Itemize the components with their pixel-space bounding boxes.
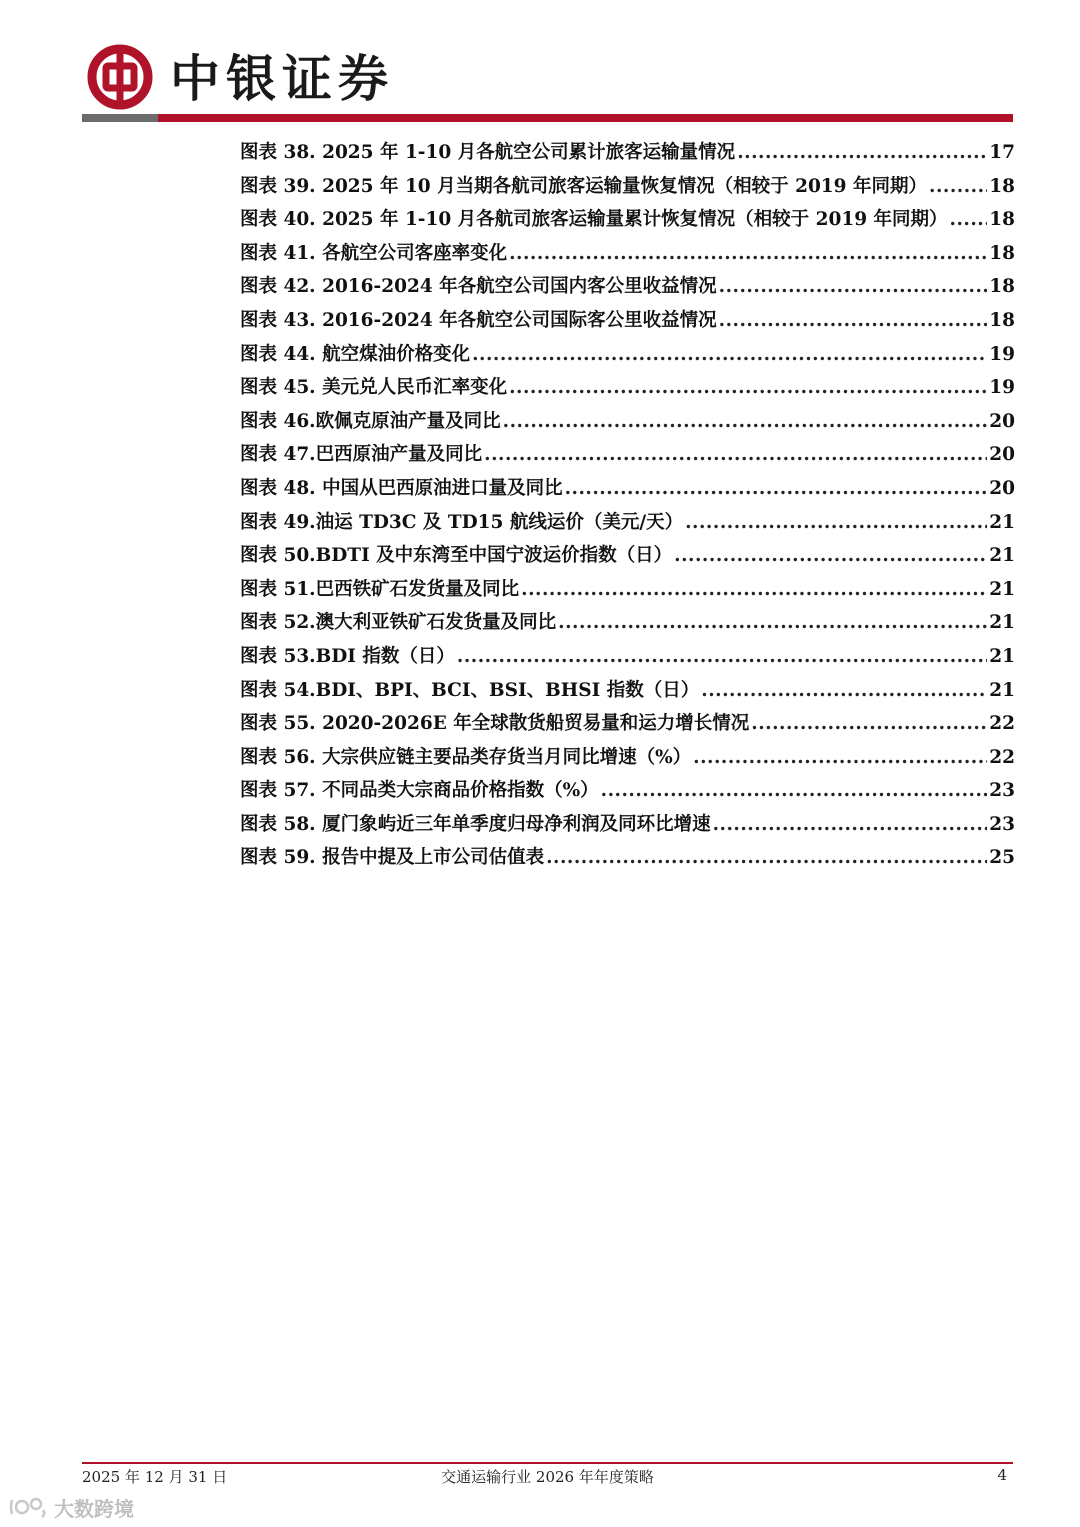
- toc-entry-page: 18: [989, 242, 1015, 264]
- page-header: [82, 40, 1012, 125]
- toc-entry-title: 图表 51.巴西铁矿石发货量及同比: [240, 578, 520, 600]
- toc-entry-page: 21: [989, 511, 1015, 533]
- toc-leader-dots: [737, 142, 987, 163]
- toc-leader-dots: [546, 847, 987, 868]
- toc-leader-dots: [751, 713, 987, 734]
- toc-entry[interactable]: [240, 575, 1015, 609]
- toc-leader-dots: [521, 579, 987, 600]
- watermark-logo-icon: [8, 1494, 50, 1520]
- toc-leader-dots: [950, 209, 988, 230]
- toc-entry-page: 21: [989, 679, 1015, 701]
- toc-entry-page: 18: [989, 175, 1015, 197]
- toc-entry[interactable]: [240, 843, 1015, 877]
- toc-entry-title: 图表 41. 各航空公司客座率变化: [240, 242, 508, 264]
- toc-entry-title: 图表 40. 2025 年 1-10 月各航司旅客运输量累计恢复情况（相较于 2019 年同期）: [240, 209, 948, 231]
- toc-entry-title: 图表 42. 2016-2024 年各航空公司国内客公里收益情况: [240, 276, 717, 298]
- toc-entry-page: 18: [989, 276, 1015, 298]
- toc-entry[interactable]: [240, 508, 1015, 542]
- toc-entry[interactable]: [240, 373, 1015, 407]
- toc-entry-title: 图表 59. 报告中提及上市公司估值表: [240, 847, 545, 869]
- toc-leader-dots: [503, 411, 988, 432]
- toc-leader-dots: [693, 747, 987, 768]
- toc-entry-title: 图表 53.BDI 指数（日）: [240, 645, 455, 667]
- toc-entry-title: 图表 44. 航空煤油价格变化: [240, 343, 471, 365]
- toc-entry[interactable]: [240, 340, 1015, 374]
- page-footer: [82, 1466, 1013, 1490]
- toc-leader-dots: [719, 276, 988, 297]
- toc-entry-page: 22: [989, 746, 1015, 768]
- toc-leader-dots: [509, 243, 987, 264]
- toc-leader-dots: [457, 646, 987, 667]
- toc-entry[interactable]: [240, 138, 1015, 172]
- toc-entry-title: 图表 38. 2025 年 1-10 月各航空公司累计旅客运输量情况: [240, 142, 736, 163]
- toc-entry[interactable]: [240, 608, 1015, 642]
- toc-entry[interactable]: [240, 272, 1015, 306]
- toc-leader-dots: [558, 612, 987, 633]
- toc-entry-page: 21: [989, 578, 1015, 600]
- toc-entry[interactable]: [240, 440, 1015, 474]
- toc-entry-title: 图表 46.欧佩克原油产量及同比: [240, 410, 501, 432]
- toc-entry-title: 图表 48. 中国从巴西原油进口量及同比: [240, 477, 563, 499]
- toc-entry-page: 22: [989, 713, 1015, 735]
- toc-entry[interactable]: [240, 676, 1015, 710]
- brand-name: 中银证券: [170, 49, 394, 108]
- toc-leader-dots: [713, 814, 988, 835]
- toc-entry-title: 图表 58. 厦门象屿近三年单季度归母净利润及同环比增速: [240, 813, 711, 835]
- toc-entry[interactable]: [240, 642, 1015, 676]
- header-rule-red: [158, 114, 1013, 122]
- toc-leader-dots: [929, 176, 987, 197]
- toc-entry-title: 图表 39. 2025 年 10 月当期各航司旅客运输量恢复情况（相较于 2019 年同期）: [240, 175, 927, 197]
- toc-entry-page: 21: [989, 545, 1015, 567]
- toc-entry-page: 18: [989, 309, 1015, 331]
- toc-entry[interactable]: [240, 474, 1015, 508]
- toc-entry-title: 图表 54.BDI、BPI、BCI、BSI、BHSI 指数（日）: [240, 679, 700, 701]
- toc-entry-page: 21: [989, 645, 1015, 667]
- watermark-text: 大数跨境: [54, 1496, 134, 1521]
- toc-entry-page: 21: [989, 612, 1015, 634]
- toc-entry-page: 20: [989, 444, 1015, 466]
- toc-entry-page: 20: [989, 410, 1015, 432]
- toc-entry-page: 23: [989, 813, 1015, 835]
- bank-of-china-logo-icon: [87, 44, 153, 110]
- toc-entry-title: 图表 57. 不同品类大宗商品价格指数（%）: [240, 780, 599, 802]
- report-title: 交通运输行业 2026 年年度策略: [441, 1468, 654, 1486]
- page-number: 4: [997, 1466, 1007, 1484]
- toc-entry-page: 25: [989, 847, 1015, 869]
- toc-leader-dots: [472, 344, 987, 365]
- toc-entry-page: 19: [989, 343, 1015, 365]
- toc-leader-dots: [509, 377, 987, 398]
- toc-entry-title: 图表 50.BDTI 及中东湾至中国宁波运价指数（日）: [240, 545, 673, 567]
- toc-entry[interactable]: [240, 239, 1015, 273]
- toc-leader-dots: [674, 545, 987, 566]
- toc-entry[interactable]: [240, 306, 1015, 340]
- toc-entry-page: 17: [989, 142, 1015, 163]
- toc-entry-title: 图表 49.油运 TD3C 及 TD15 航线运价（美元/天）: [240, 511, 684, 533]
- toc-entry[interactable]: [240, 541, 1015, 575]
- toc-entry-title: 图表 45. 美元兑人民币汇率变化: [240, 377, 508, 399]
- toc-entry-title: 图表 52.澳大利亚铁矿石发货量及同比: [240, 612, 557, 634]
- toc-leader-dots: [484, 444, 987, 465]
- header-rule-gray: [82, 114, 158, 122]
- report-date: 2025 年 12 月 31 日: [82, 1468, 228, 1486]
- toc-entry-title: 图表 47.巴西原油产量及同比: [240, 444, 483, 466]
- toc-entry-page: 19: [989, 377, 1015, 399]
- toc-leader-dots: [719, 310, 988, 331]
- footer-rule: [82, 1462, 1013, 1464]
- toc-entry[interactable]: [240, 407, 1015, 441]
- toc-entry[interactable]: [240, 205, 1015, 239]
- toc-entry-page: 18: [989, 209, 1015, 231]
- toc-entry[interactable]: [240, 743, 1015, 777]
- toc-leader-dots: [685, 512, 987, 533]
- watermark: [8, 1492, 134, 1522]
- toc-entry[interactable]: [240, 172, 1015, 206]
- toc-entry[interactable]: [240, 709, 1015, 743]
- toc-entry[interactable]: [240, 776, 1015, 810]
- toc-entry-page: 23: [989, 780, 1015, 802]
- toc-entry-title: 图表 55. 2020-2026E 年全球散货船贸易量和运力增长情况: [240, 713, 750, 735]
- toc-leader-dots: [565, 478, 988, 499]
- toc-entry-page: 20: [989, 477, 1015, 499]
- toc-leader-dots: [701, 680, 987, 701]
- toc-entry[interactable]: [240, 810, 1015, 844]
- toc-entry-title: 图表 43. 2016-2024 年各航空公司国际客公里收益情况: [240, 309, 717, 331]
- toc-leader-dots: [601, 780, 988, 801]
- figure-list: [240, 138, 1015, 877]
- toc-entry-title: 图表 56. 大宗供应链主要品类存货当月同比增速（%）: [240, 746, 692, 768]
